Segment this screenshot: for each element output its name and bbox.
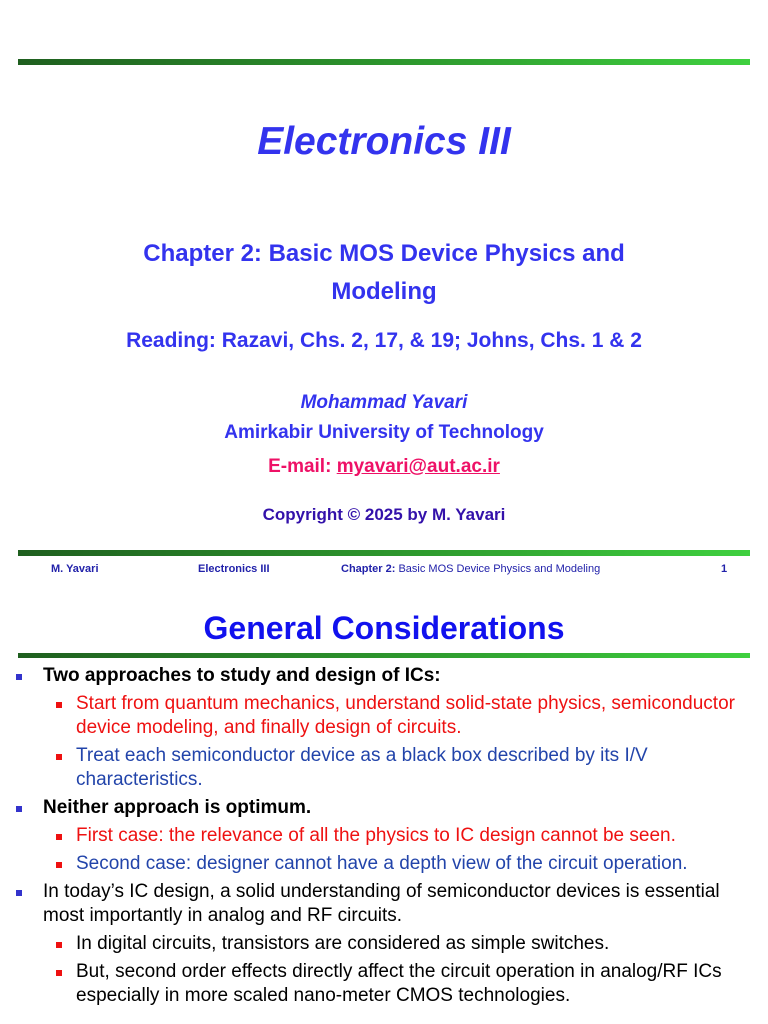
- square-bullet-icon: [56, 942, 62, 948]
- bullet-item: In today’s IC design, a solid understanding of semiconductor devices is essential most importantly in analog and RF circuits.: [43, 880, 743, 928]
- sub-bullet-item: First case: the relevance of all the physics to IC design cannot be seen.: [76, 824, 746, 848]
- footer-author: M. Yavari: [51, 563, 99, 575]
- bullet-item: Neither approach is optimum.: [43, 796, 743, 820]
- square-bullet-icon: [56, 970, 62, 976]
- course-title: Electronics III: [257, 120, 511, 163]
- email-label: E-mail:: [268, 456, 337, 477]
- sub-bullet-item: Start from quantum mechanics, understand solid-state physics, semiconductor device modeling, and finally design of circuits.: [76, 692, 746, 740]
- footer-course: Electronics III: [198, 563, 270, 575]
- title-divider: [18, 653, 750, 658]
- footer-chapter-prefix: Chapter 2:: [341, 563, 399, 575]
- square-bullet-icon: [16, 674, 22, 680]
- footer-page-number: 1: [721, 563, 728, 575]
- square-bullet-icon: [56, 834, 62, 840]
- chapter-title: [0, 235, 768, 311]
- bullet-list: [0, 664, 768, 1012]
- author-name: Mohammad Yavari: [300, 392, 468, 413]
- footer-chapter: [341, 563, 600, 575]
- footer-chapter-title: Basic MOS Device Physics and Modeling: [398, 563, 601, 575]
- slide-title: General Considerations: [203, 610, 565, 646]
- square-bullet-icon: [56, 862, 62, 868]
- sub-bullet-item: But, second order effects directly affect the circuit operation in analog/RF ICs especially in more scaled nano-meter CMOS technologies.: [76, 960, 746, 1008]
- university-name: Amirkabir University of Technology: [224, 422, 544, 443]
- reading-list: Reading: Razavi, Chs. 2, 17, & 19; Johns, Chs. 1 & 2: [126, 329, 642, 352]
- sub-bullet-item: In digital circuits, transistors are considered as simple switches.: [76, 932, 746, 956]
- copyright-notice: Copyright © 2025 by M. Yavari: [262, 505, 506, 524]
- email-link[interactable]: myavari@aut.ac.ir: [336, 456, 500, 477]
- sub-bullet-item: Second case: designer cannot have a depth view of the circuit operation.: [76, 852, 746, 876]
- chapter-title-line2: Modeling: [331, 278, 437, 305]
- square-bullet-icon: [56, 702, 62, 708]
- email-line: [0, 456, 768, 478]
- top-divider: [18, 59, 750, 65]
- bullet-item: Two approaches to study and design of ICs:: [43, 664, 743, 688]
- chapter-title-line1: Chapter 2: Basic MOS Device Physics and: [143, 240, 625, 267]
- square-bullet-icon: [56, 754, 62, 760]
- sub-bullet-item: Treat each semiconductor device as a black box described by its I/V characteristics.: [76, 744, 746, 792]
- square-bullet-icon: [16, 806, 22, 812]
- footer-divider: [18, 550, 750, 556]
- square-bullet-icon: [16, 890, 22, 896]
